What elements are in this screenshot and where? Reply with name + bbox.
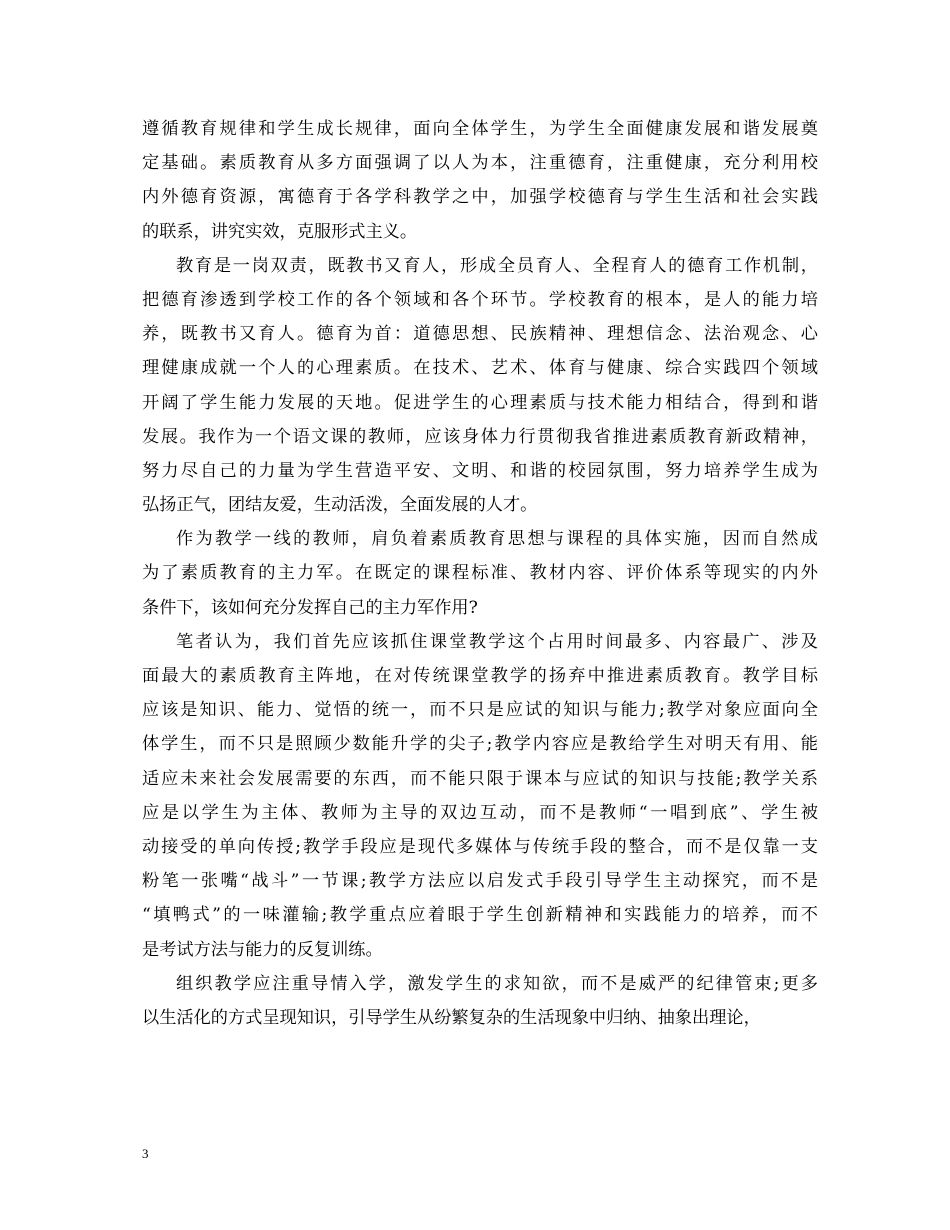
text-line: 养，既教书又育人。德育为首：道德思想、民族精神、理想信念、法治观念、心 [142, 324, 818, 345]
text-line: 为了素质教育的主力军。在既定的课程标准、教材内容、评价体系等现实的内外 [142, 563, 818, 584]
page-number: 3 [142, 1146, 149, 1161]
text-line: 开阔了学生能力发展的天地。促进学生的心理素质与技术能力相结合，得到和谐 [142, 392, 818, 413]
text-line: 遵循教育规律和学生成长规律，面向全体学生，为学生全面健康发展和谐发展奠 [142, 119, 818, 139]
text-line: 发展。我作为一个语文课的教师，应该身体力行贯彻我省推进素质教育新政精神， [142, 426, 818, 447]
paragraph [142, 249, 818, 523]
text-line: 理健康成就一个人的心理素质。在技术、艺术、体育与健康、综合实践四个领域 [142, 358, 818, 379]
text-line: 作为教学一线的教师，肩负着素质教育思想与课程的具体实施，因而自然成 [176, 529, 818, 550]
text-line: “填鸭式”的一味灌输;教学重点应着眼于学生创新精神和实践能力的培养，而不 [142, 905, 818, 926]
text-line: 教育是一岗双责，既教书又育人，形成全员育人、全程育人的德育工作机制， [176, 255, 818, 276]
text-line: 把德育渗透到学校工作的各个领域和各个环节。学校教育的根本，是人的能力培 [142, 289, 818, 310]
paragraph [142, 522, 818, 625]
text-line: 组织教学应注重导情入学，激发学生的求知欲，而不是威严的纪律管束;更多 [176, 973, 818, 994]
text-line: 定基础。素质教育从多方面强调了以人为本，注重德育，注重健康，充分利用校 [142, 153, 818, 174]
text-line: 面最大的素质教育主阵地，在对传统课堂教学的扬弃中推进素质教育。教学目标 [142, 666, 818, 686]
text-line: 是考试方法与能力的反复训练。 [142, 939, 383, 960]
paragraph [142, 967, 818, 1035]
text-line: 弘扬正气，团结友爱，生动活泼，全面发展的人才。 [142, 495, 538, 516]
text-line: 应该是知识、能力、觉悟的统一，而不只是应试的知识与能力;教学对象应面向全 [142, 700, 818, 721]
body-text [142, 112, 818, 1035]
text-line: 努力尽自己的力量为学生营造平安、文明、和谐的校园氛围，努力培养学生成为 [142, 460, 818, 481]
text-line: 的联系，讲究实效，克服形式主义。 [142, 221, 418, 242]
text-line: 粉笔一张嘴“战斗”一节课;教学方法应以启发式手段引导学生主动探究，而不是 [142, 871, 818, 892]
text-line: 应是以学生为主体、教师为主导的双边互动，而不是教师“一唱到底”、学生被 [142, 802, 818, 823]
paragraph [142, 112, 818, 249]
text-line: 适应未来社会发展需要的东西，而不能只限于课本与应试的知识与技能;教学关系 [142, 768, 818, 789]
text-line: 以生活化的方式呈现知识，引导学生从纷繁复杂的生活现象中归纳、抽象出理论， [142, 1007, 761, 1028]
paragraph [142, 625, 818, 967]
text-line: 笔者认为，我们首先应该抓住课堂教学这个占用时间最多、内容最广、涉及 [176, 631, 818, 652]
text-line: 内外德育资源，寓德育于各学科教学之中，加强学校德育与学生生活和社会实践 [142, 187, 818, 208]
text-line: 条件下，该如何充分发挥自己的主力军作用? [142, 597, 478, 618]
text-line: 体学生，而不只是照顾少数能升学的尖子;教学内容应是教给学生对明天有用、能 [142, 734, 818, 755]
text-line: 动接受的单向传授;教学手段应是现代多媒体与传统手段的整合，而不是仅靠一支 [142, 836, 818, 857]
